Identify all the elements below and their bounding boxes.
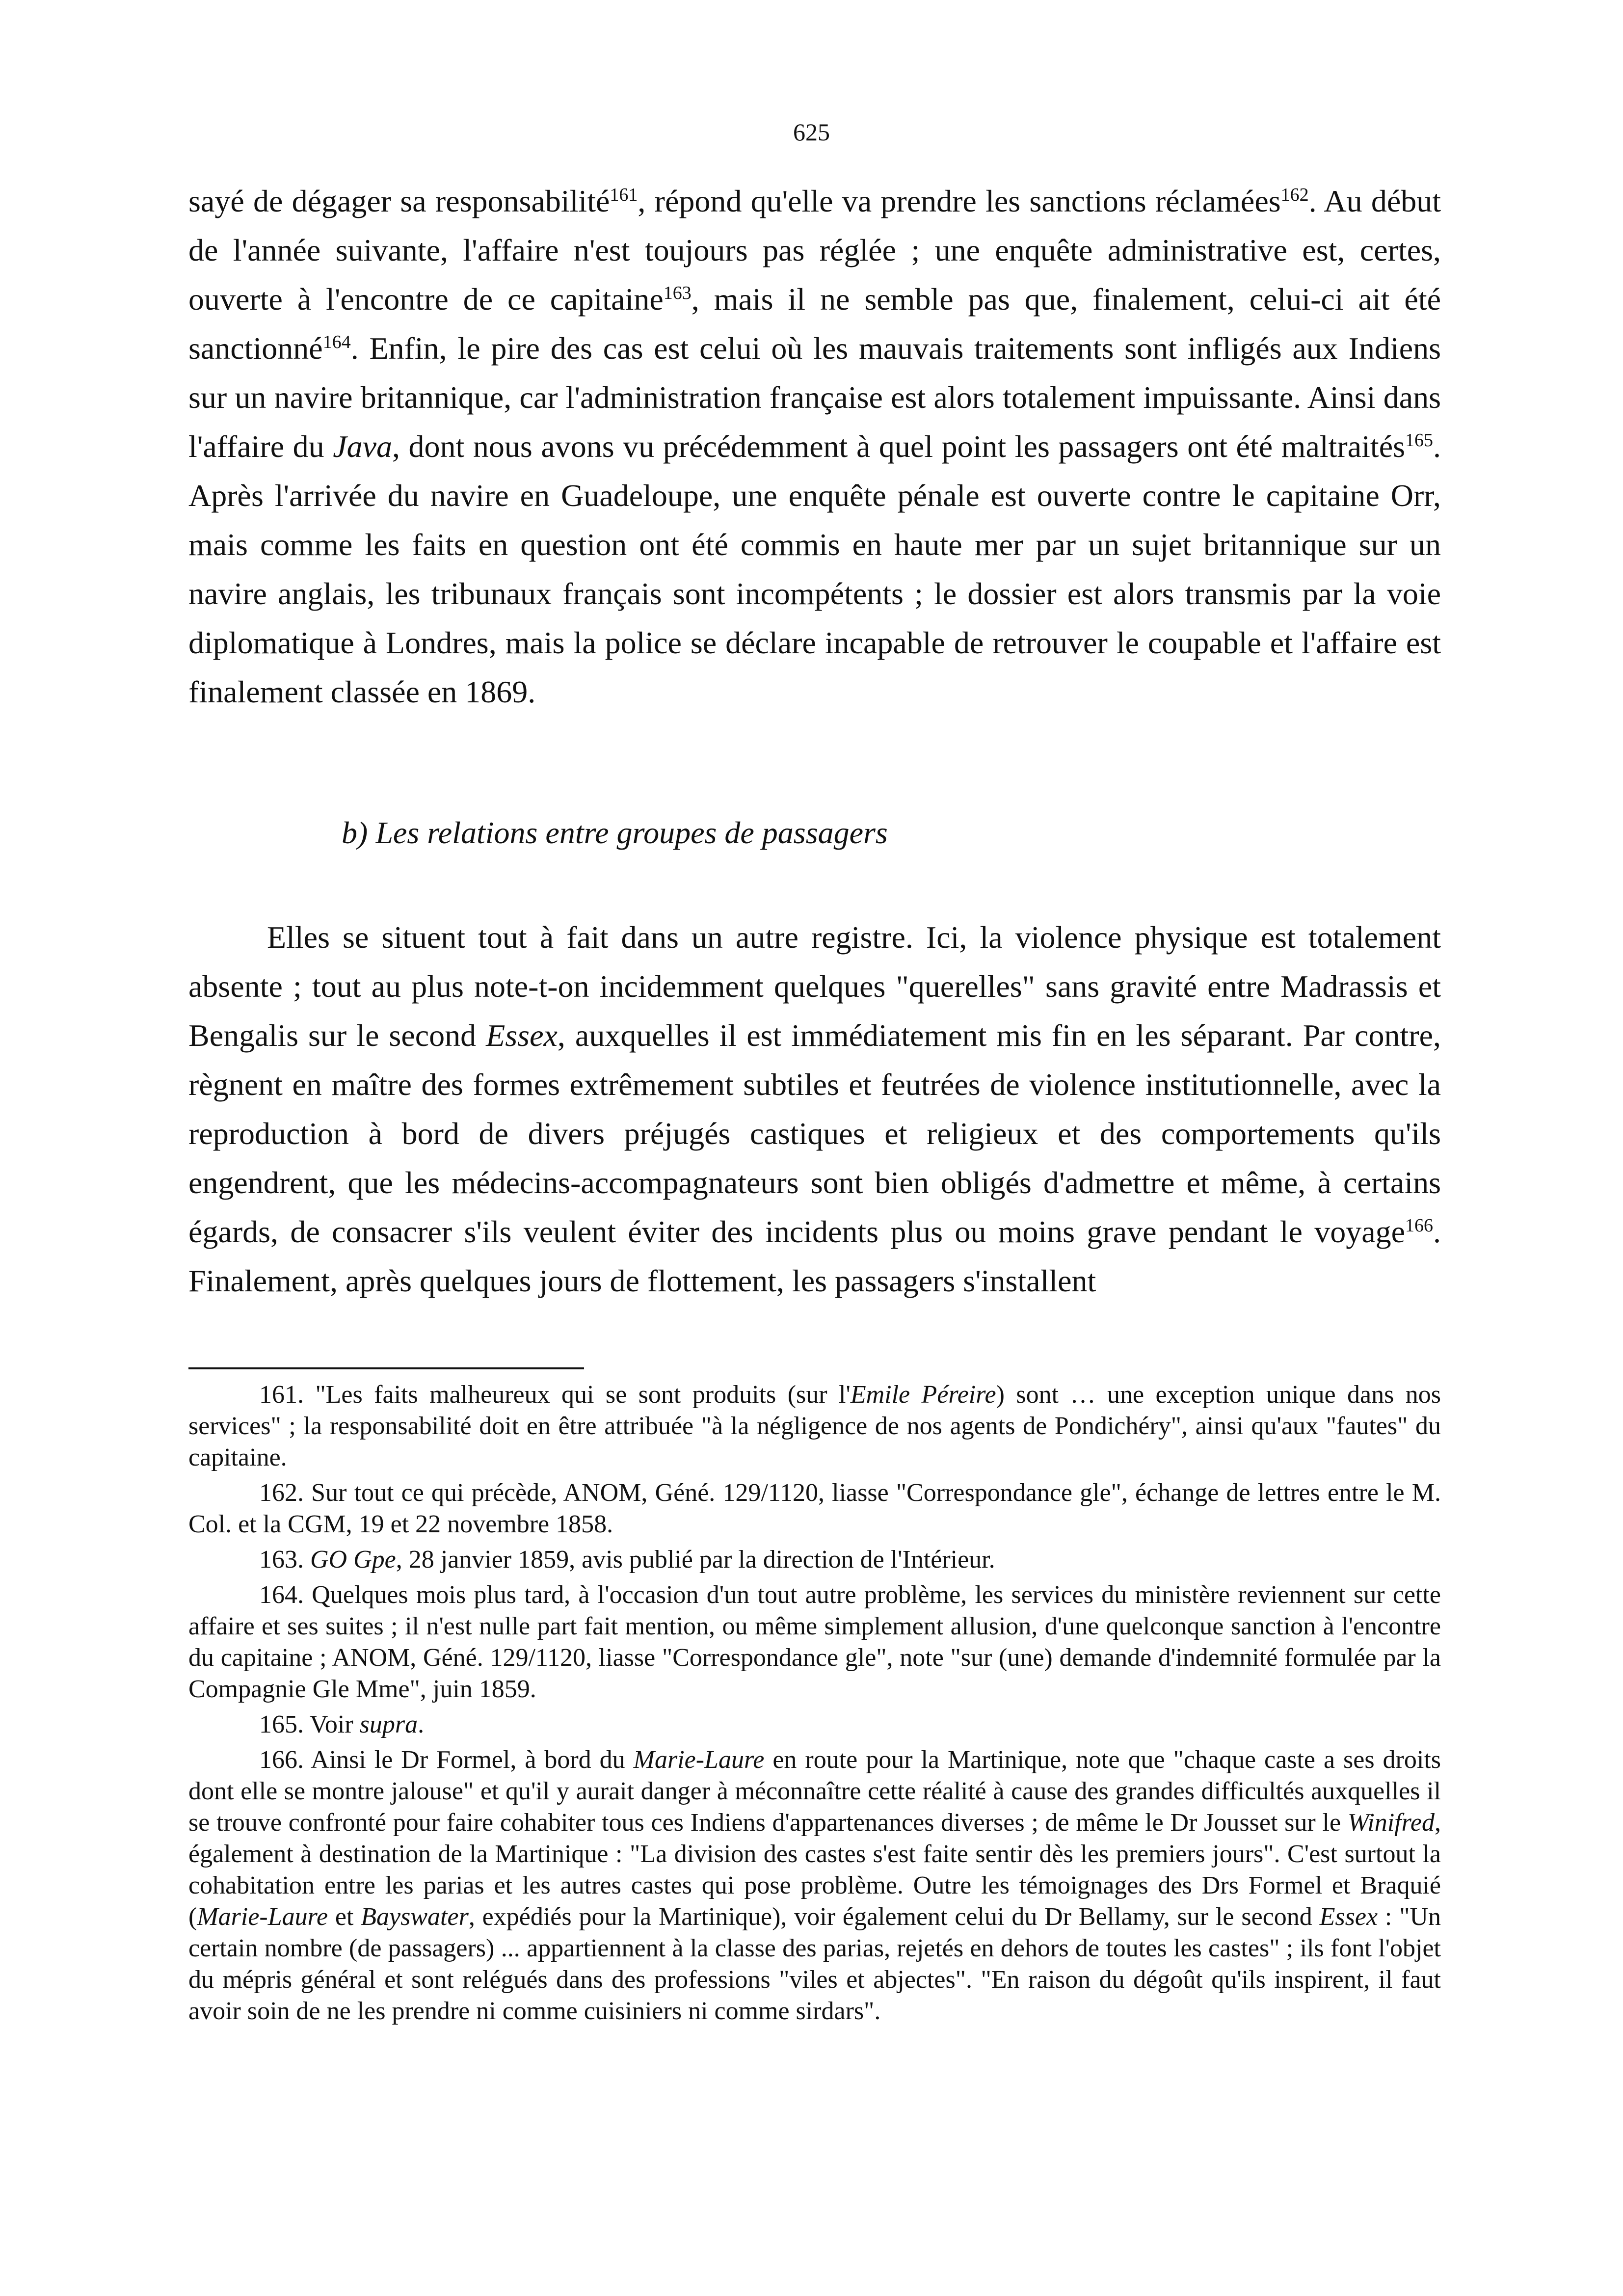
body-paragraph-1 [188,177,1441,717]
ship-name: Marie-Laure [197,1903,328,1931]
footnote-ref-163[interactable]: 163 [663,283,692,303]
text-run: . Enfin, le pire des cas est celui où les mauvais traitements sont infligés aux Indiens sur un navire britannique, car l'administration française est alors totalement impuissante. Ainsi dans l'affaire du [188,331,1441,464]
ship-name: Bayswater [361,1903,469,1931]
ship-name: Emile Péreire [850,1381,996,1409]
text-run: 165. Voir [259,1710,360,1738]
ship-name-java: Java [333,429,392,464]
paragraph-text [188,913,1441,1306]
text-run: 161. "Les faits malheureux qui se sont produits (sur l' [259,1381,851,1409]
text-run: sayé de dégager sa responsabilité [188,184,610,218]
ship-name: Essex [1319,1903,1378,1931]
footnote-165 [188,1709,1441,1740]
footnote-ref-161[interactable]: 161 [610,185,638,205]
text-run: . [418,1710,425,1738]
footnote-ref-164[interactable]: 164 [322,332,351,352]
text-run: en route pour la Martinique, note que "chaque caste a ses droits dont elle se montre jalouse" et qu'il y aurait danger à méconnaître cette réalité à cause des grandes difficultés auxquelles il se trouve confronté pour faire cohabiter tous ces Indiens d'appartenances diverses ; de même le Dr Jousset sur le [188,1746,1441,1837]
ship-name-essex: Essex [486,1018,558,1053]
text-run: , expédiés pour la Martinique), voir également celui du Dr Bellamy, sur le second [468,1903,1320,1931]
text-run: ) sont … une exception unique dans nos services" ; la responsabilité doit en être attribuée "à la négligence de nos agents de Pondichéry", ainsi qu'aux "fautes" du capitaine. [188,1381,1441,1471]
page-number: 625 [793,118,830,146]
paragraph-text [188,177,1441,717]
footnote-163 [188,1544,1441,1575]
footnote-166 [188,1744,1441,2027]
text-run: , également à destination de la Martinique : "La division des castes s'est faite sentir dès les premiers jours". C'est surtout la cohabitation entre les parias et les autres castes qui pose problème. Outre les témoignages des Drs Formel et Braquié ( [188,1809,1441,1931]
footnotes [188,1379,1441,2031]
footnote-164: 164. Quelques mois plus tard, à l'occasion d'un tout autre problème, les services du ministère reviennent sur cette affaire et ses suites ; il n'est nulle part fait mention, ou même simplement allusion, d'une quelconque sanction à l'encontre du capitaine ; ANOM, Géné. 129/1120, liasse "Correspondance gle", note "sur (une) demande d'indemnité formulée par la Compagnie Gle Mme", juin 1859. [188,1581,1441,1703]
text-run: , dont nous avons vu précédemment à quel point les passagers ont été maltraités [392,429,1406,464]
footnote-ref-162[interactable]: 162 [1280,185,1309,205]
text-run: . Après l'arrivée du navire en Guadeloupe, une enquête pénale est ouverte contre le capitaine Orr, mais comme les faits en question ont été commis en haute mer par un sujet britannique sur un navire anglais, les tribunaux français sont incompétents ; le dossier est alors transmis par la voie diplomatique à Londres, mais la police se déclare incapable de retrouver le coupable et l'affaire est finalement classée en 1869. [188,429,1441,709]
body-paragraph-2 [188,913,1441,1306]
source-abbrev: GO Gpe [310,1546,396,1574]
ship-name: Marie-Laure [633,1746,765,1774]
text-run: et [328,1903,361,1931]
footnote-162: 162. Sur tout ce qui précède, ANOM, Géné. 129/1120, liasse "Correspondance gle", échange de lettres entre le M. Col. et la CGM, 19 et 22 novembre 1858. [188,1479,1441,1538]
text-run: Elles se situent tout à fait dans un autre registre. Ici, la violence physique est totalement absente ; tout au plus note-t-on incidemment quelques "querelles" sans gravité entre Madrassis et Bengalis sur le second [188,920,1441,1053]
text-run: , mais il ne semble pas que, finalement, celui-ci ait été sanctionné [188,282,1441,366]
footnote-ref-166[interactable]: 166 [1405,1215,1433,1236]
text-run: . Finalement, après quelques jours de flottement, les passagers s'installent [188,1214,1441,1298]
latin-term: supra [359,1710,418,1738]
footnote-161 [188,1379,1441,1473]
text-run: , répond qu'elle va prendre les sanctions réclamées [638,184,1281,218]
text-run: 163. [259,1546,310,1574]
text-run: , auxquelles il est immédiatement mis fin en les séparant. Par contre, règnent en maître des formes extrêmement subtiles et feutrées de violence institutionnelle, avec la reproduction à bord de divers préjugés castiques et religieux et des comportements qu'ils engendrent, que les médecins-accompagnateurs sont bien obligés d'admettre et même, à certains égards, de consacrer s'ils veulent éviter des incidents plus ou moins grave pendant le voyage [188,1018,1441,1249]
footnote-separator [188,1367,584,1369]
section-heading: b) Les relations entre groupes de passagers [342,815,888,850]
footnote-ref-165[interactable]: 165 [1405,430,1434,451]
ship-name: Winifred [1347,1809,1435,1837]
text-run: , 28 janvier 1859, avis publié par la direction de l'Intérieur. [396,1546,995,1574]
text-run: : "Un certain nombre (de passagers) ... appartiennent à la classe des parias, rejetés en dehors de toutes les castes" ; ils font l'objet du mépris général et sont relégués dans des professions "viles et abjectes". "En raison du dégoût qu'ils inspirent, il faut avoir soin de ne les prendre ni comme cuisiniers ni comme sirdars". [188,1903,1441,2025]
text-run: 166. Ainsi le Dr Formel, à bord du [259,1746,634,1774]
text-run: . Au début de l'année suivante, l'affaire n'est toujours pas réglée ; une enquête administrative est, certes, ouverte à l'encontre de ce capitaine [188,184,1441,317]
